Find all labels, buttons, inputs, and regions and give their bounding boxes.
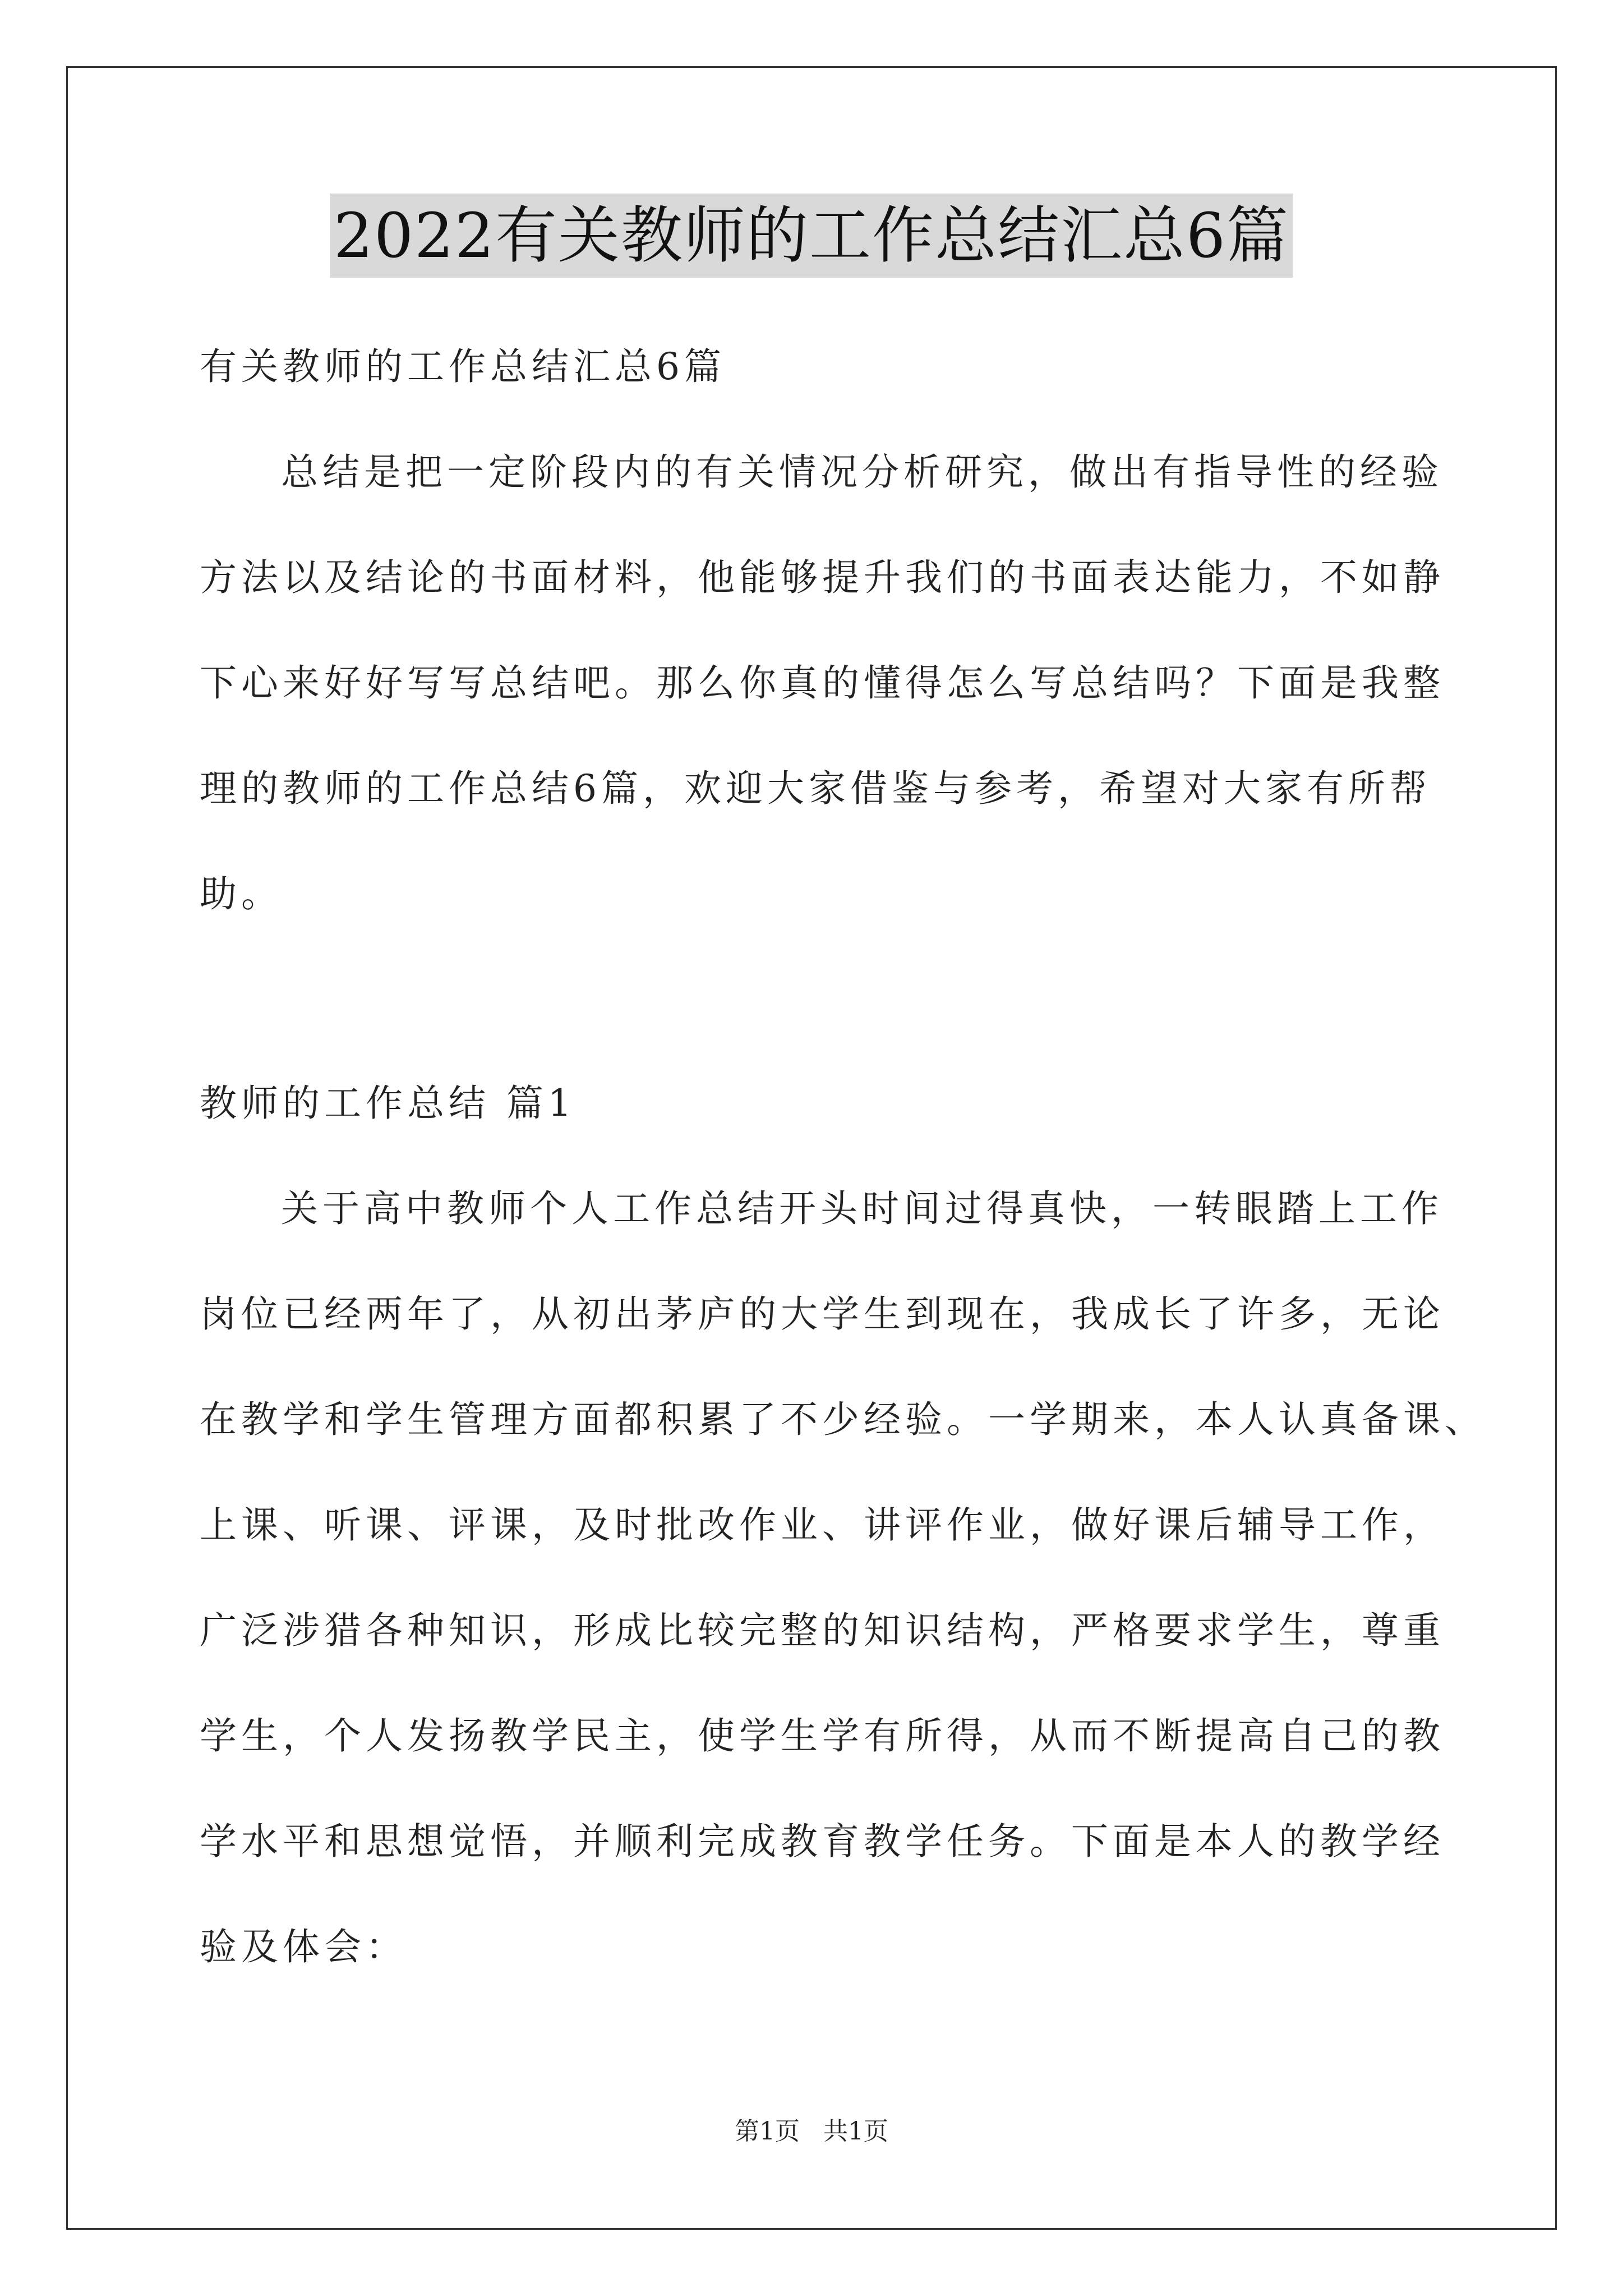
subtitle-line: 有关教师的工作总结汇总6篇 xyxy=(200,345,726,388)
paragraph-line: 岗位已经两年了，从初出茅庐的大学生到现在，我成长了许多，无论 xyxy=(200,1292,1445,1336)
paragraph-line: 在教学和学生管理方面都积累了不少经验。一学期来，本人认真备课、 xyxy=(200,1398,1486,1441)
paragraph-line: 理的教师的工作总结6篇，欢迎大家借鉴与参考，希望对大家有所帮 xyxy=(200,767,1431,810)
paragraph-gap xyxy=(200,947,1433,1051)
paragraph-line: 方法以及结论的书面材料，他能够提升我们的书面表达能力，不如静 xyxy=(200,556,1445,599)
paragraph-line: 关于高中教师个人工作总结开头时间过得真快，一转眼踏上工作 xyxy=(281,1187,1443,1230)
paragraph-line: 上课、听课、评课，及时批改作业、讲评作业，做好课后辅导工作， xyxy=(200,1503,1445,1547)
paragraph-line: 助。 xyxy=(200,872,283,915)
paragraph-line: 验及体会： xyxy=(200,1925,407,1968)
page-footer: 第1页 共1页 xyxy=(735,2117,888,2146)
paragraph-line: 下心来好好写写总结吧。那么你真的懂得怎么写总结吗？下面是我整 xyxy=(200,661,1445,705)
document-title: 2022有关教师的工作总结汇总6篇 xyxy=(330,194,1293,278)
paragraph-line: 总结是把一定阶段内的有关情况分析研究，做出有指导性的经验 xyxy=(281,450,1443,494)
title-container xyxy=(0,194,1623,278)
paragraph-line: 学水平和思想觉悟，并顺利完成教育教学任务。下面是本人的教学经 xyxy=(200,1820,1445,1863)
section-heading: 教师的工作总结 篇1 xyxy=(200,1082,576,1125)
document-body xyxy=(200,314,1486,2000)
paragraph-line: 广泛涉猎各种知识，形成比较完整的知识结构，严格要求学生，尊重 xyxy=(200,1609,1445,1652)
paragraph-line: 学生，个人发扬教学民主，使学生学有所得，从而不断提高自己的教 xyxy=(200,1714,1445,1757)
